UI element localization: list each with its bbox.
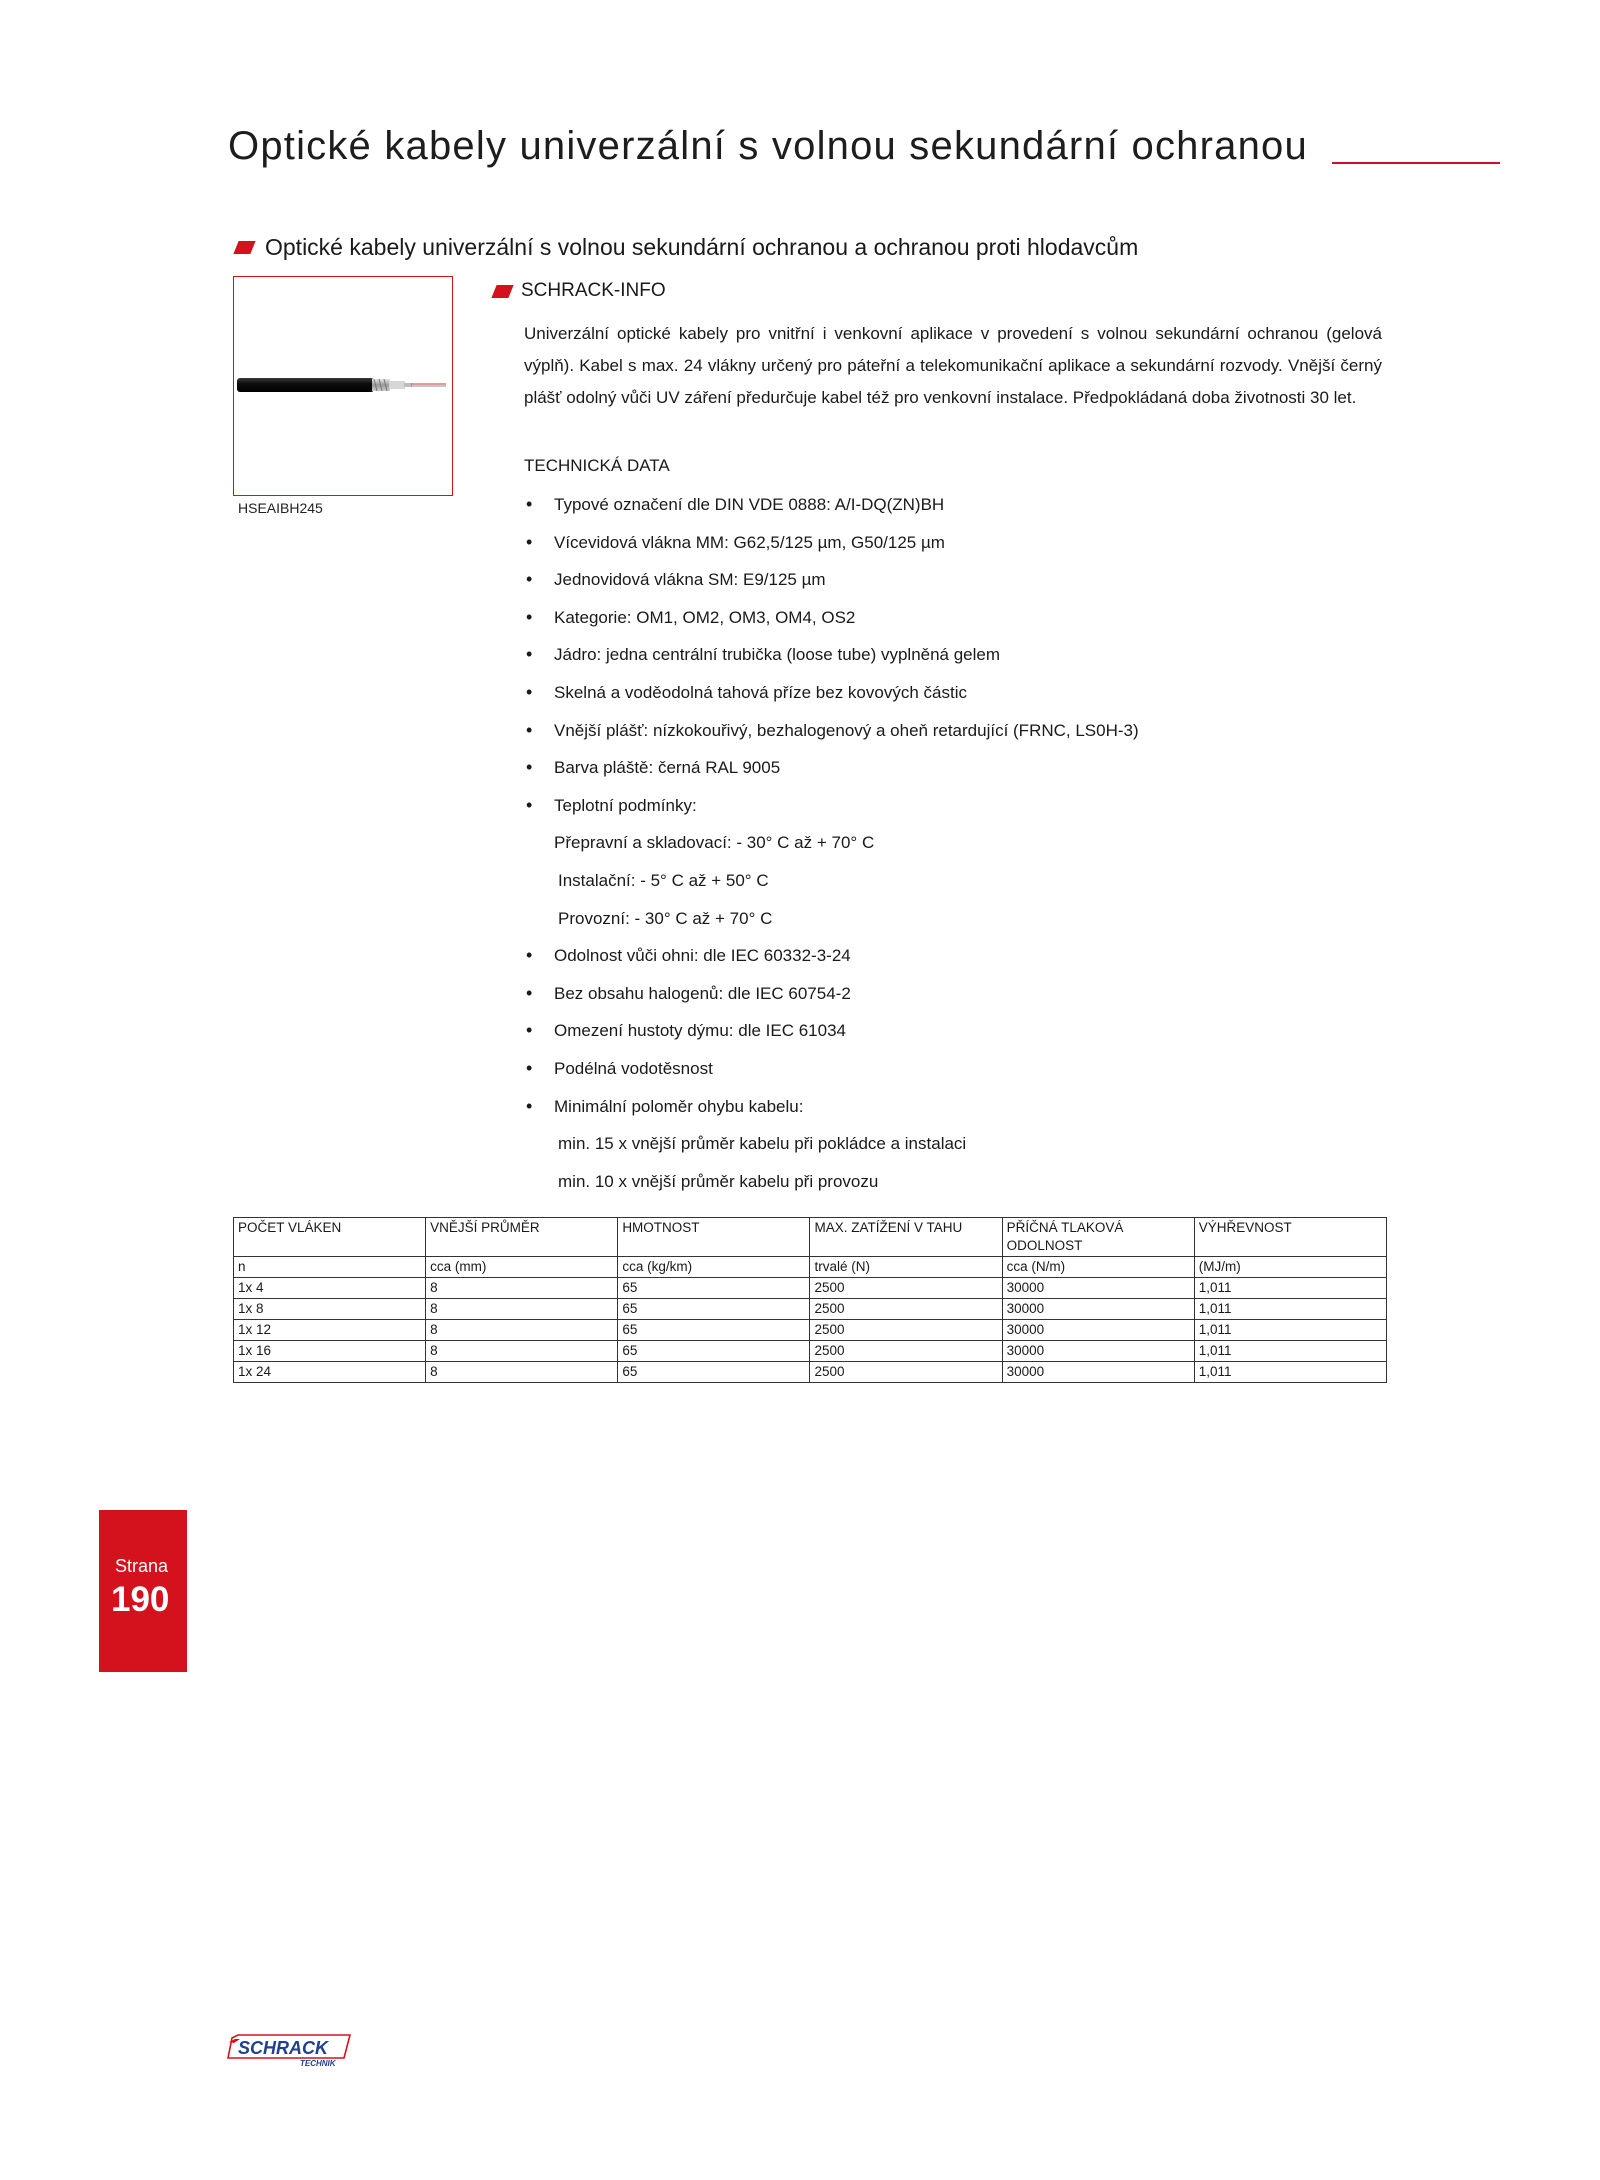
info-heading-text: SCHRACK-INFO [521,280,666,301]
table-cell: 1,011 [1194,1341,1386,1362]
table-cell: 8 [426,1299,618,1320]
table-cell: 8 [426,1320,618,1341]
list-item: • Minimální poloměr ohybu kabelu: [526,1088,1386,1126]
schrack-logo-icon [226,2034,352,2068]
table-cell: 1x 24 [234,1362,426,1383]
list-item: • Vnější plášť: nízkokouřivý, bezhalogenový a oheň retardující (FRNC, LS0H-3) [526,712,1386,750]
table-cell: 30000 [1002,1320,1194,1341]
technical-heading: TECHNICKÁ DATA [524,456,670,475]
logo-text: SCHRACK [238,2038,328,2058]
red-marker-icon [233,241,255,254]
table-units-row [234,1257,1387,1278]
table-cell: 65 [618,1320,810,1341]
schrack-logo [226,2034,352,2068]
table-cell: 65 [618,1341,810,1362]
section-heading [236,234,1138,261]
info-paragraph: Univerzální optické kabely pro vnitřní i venkovní aplikace v provedení s volnou sekundární ochranou (gelová výplň). Kabel s max. 24 vlákny určený pro páteřní a telekomunikační aplikace a sekundární rozvody. Vnější černý plášť odolný vůči UV záření předurčuje kabel též pro venkovní instalace. Předpokládaná doba životnosti 30 let. [524,324,1382,407]
page-label: Strana [115,1556,169,1576]
list-item: • Podélná vodotěsnost [526,1050,1386,1088]
list-item: • Odolnost vůči ohni: dle IEC 60332-3-24 [526,937,1386,975]
product-code: HSEAIBH245 [238,500,323,516]
table-cell: 8 [426,1362,618,1383]
table-header-row [234,1218,1387,1257]
table-row [234,1362,1387,1383]
product-image [233,276,453,496]
list-item: • Teplotní podmínky: [526,787,1386,825]
section-heading-text: Optické kabely univerzální s volnou sekundární ochranou a ochranou proti hlodavcům [265,234,1139,260]
technical-list [526,486,1386,1200]
table-cell: n [234,1257,426,1278]
table-cell: 65 [618,1278,810,1299]
table-header-cell: HMOTNOST [618,1218,810,1257]
table-row [234,1320,1387,1341]
table-cell: 2500 [810,1341,1002,1362]
list-item: • Vícevidová vlákna MM: G62,5/125 µm, G50/125 µm [526,524,1386,562]
red-marker-icon [491,285,513,298]
list-subitem: min. 10 x vnější průměr kabelu při provozu [558,1171,879,1191]
title-accent-rule [1332,162,1500,164]
list-item: • Bez obsahu halogenů: dle IEC 60754-2 [526,975,1386,1013]
table-cell: 1,011 [1194,1278,1386,1299]
table-cell: cca (kg/km) [618,1257,810,1278]
table-header-cell: POČET VLÁKEN [234,1218,426,1257]
table-cell: 30000 [1002,1278,1194,1299]
table-cell: 30000 [1002,1299,1194,1320]
list-item: • Barva pláště: černá RAL 9005 [526,749,1386,787]
info-heading [494,280,666,302]
table-cell: 65 [618,1299,810,1320]
table-cell: (MJ/m) [1194,1257,1386,1278]
table-cell: 1x 8 [234,1299,426,1320]
table-cell: 1x 4 [234,1278,426,1299]
list-item: • Jádro: jedna centrální trubička (loose tube) vyplněná gelem [526,636,1386,674]
table-cell: 1x 16 [234,1341,426,1362]
page-title: Optické kabely univerzální s volnou sekundární ochranou [228,124,1308,168]
page-number-tab [99,1510,187,1672]
table-header-cell: MAX. ZATÍŽENÍ V TAHU [810,1218,1002,1257]
table-cell: 30000 [1002,1341,1194,1362]
list-subitem: Přepravní a skladovací: - 30° C až + 70° C [554,833,875,853]
table-cell: cca (N/m) [1002,1257,1194,1278]
list-item: • Kategorie: OM1, OM2, OM3, OM4, OS2 [526,599,1386,637]
table-cell: 1x 12 [234,1320,426,1341]
table-cell: trvalé (N) [810,1257,1002,1278]
list-subitem: Provozní: - 30° C až + 70° C [558,908,773,928]
table-header-cell: VNĚJŠÍ PRŮMĚR [426,1218,618,1257]
table-cell: 2500 [810,1362,1002,1383]
list-item: • Typové označení dle DIN VDE 0888: A/I-DQ(ZN)BH [526,486,1386,524]
table-cell: 8 [426,1278,618,1299]
table-header-cell: VÝHŘEVNOST [1194,1218,1386,1257]
table-row [234,1278,1387,1299]
table-header-cell: PŘÍČNÁ TLAKOVÁ ODOLNOST [1002,1218,1194,1257]
table-cell: 2500 [810,1320,1002,1341]
table-cell: 1,011 [1194,1320,1386,1341]
table-cell: 8 [426,1341,618,1362]
fiber-cable-image [234,277,451,494]
logo-subtext: TECHNIK [300,2059,336,2068]
table-cell: 2500 [810,1299,1002,1320]
list-item: • Jednovidová vlákna SM: E9/125 µm [526,561,1386,599]
list-subitem: min. 15 x vnější průměr kabelu při pokládce a instalaci [558,1134,967,1154]
table-cell: 1,011 [1194,1299,1386,1320]
page-number: 190 [111,1580,170,1619]
table-cell: 2500 [810,1278,1002,1299]
table-cell: cca (mm) [426,1257,618,1278]
list-item: • Skelná a voděodolná tahová příze bez kovových částic [526,674,1386,712]
table-cell: 30000 [1002,1362,1194,1383]
table-cell: 1,011 [1194,1362,1386,1383]
table-row [234,1299,1387,1320]
table-cell: 65 [618,1362,810,1383]
list-subitem: Instalační: - 5° C až + 50° C [558,870,769,890]
specifications-table [233,1217,1387,1383]
table-row [234,1341,1387,1362]
list-item: • Omezení hustoty dýmu: dle IEC 61034 [526,1012,1386,1050]
